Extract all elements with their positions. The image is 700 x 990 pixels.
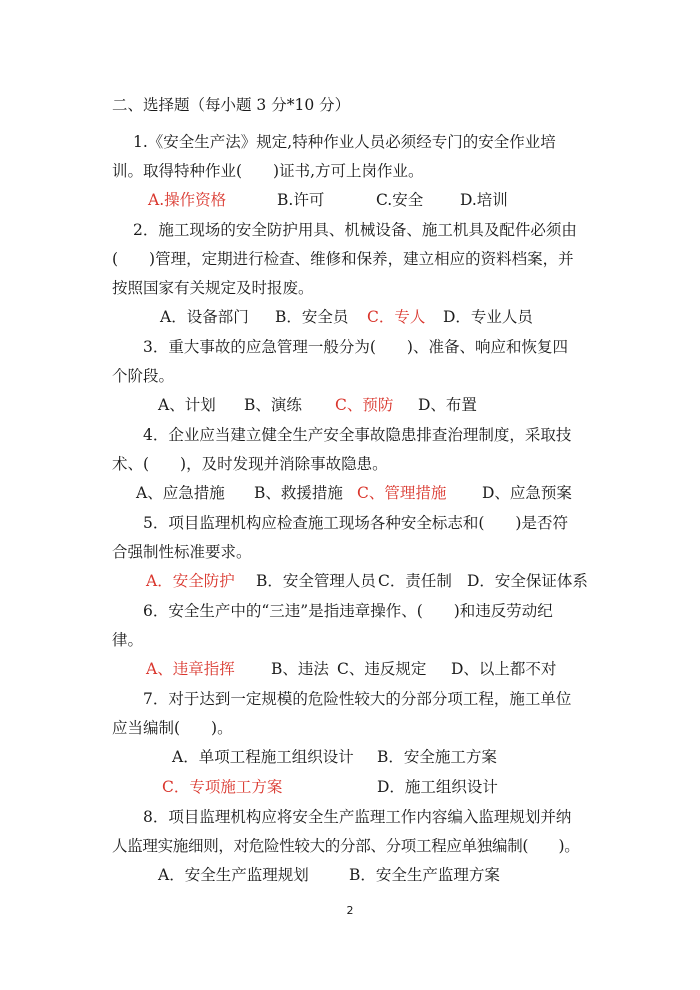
q6-line-1: 6．安全生产中的“三违”是指违章操作、( )和违反劳动纪 bbox=[143, 602, 553, 620]
q2-option-c: C．专人 bbox=[367, 308, 426, 326]
q2-option-d: D．专业人员 bbox=[443, 308, 533, 326]
q5-option-c: C．责任制 bbox=[378, 572, 452, 590]
q4-line-2: 术、( )，及时发现并消除事故隐患。 bbox=[112, 455, 388, 473]
q4-option-d: D、应急预案 bbox=[482, 484, 572, 502]
q6-option-d: D、以上都不对 bbox=[451, 660, 557, 678]
q5-option-d: D．安全保证体系 bbox=[467, 572, 588, 590]
q3-line-2: 个阶段。 bbox=[112, 367, 175, 385]
q4-option-c: C、管理措施 bbox=[357, 484, 447, 502]
q7-option-c: C．专项施工方案 bbox=[162, 778, 283, 796]
q8-line-2: 人监理实施细则，对危险性较大的分部、分项工程应单独编制( )。 bbox=[112, 837, 580, 855]
q5-line-2: 合强制性标准要求。 bbox=[112, 543, 252, 561]
section-title: 二、选择题（每小题 3 分*10 分） bbox=[112, 96, 351, 114]
q3-option-b: B、演练 bbox=[244, 396, 302, 414]
q2-line-1: 2．施工现场的安全防护用具、机械设备、施工机具及配件必须由 bbox=[133, 221, 577, 239]
q3-option-a: A、计划 bbox=[158, 396, 216, 414]
q4-option-b: B、救援措施 bbox=[254, 484, 343, 502]
q7-line-1: 7．对于达到一定规模的危险性较大的分部分项工程，施工单位 bbox=[143, 690, 572, 708]
q1-option-a: A.操作资格 bbox=[148, 191, 227, 209]
q7-option-b: B．安全施工方案 bbox=[377, 748, 497, 766]
q7-option-d: D．施工组织设计 bbox=[377, 778, 498, 796]
q6-option-a: A、违章指挥 bbox=[146, 660, 235, 678]
q6-line-2: 律。 bbox=[112, 631, 144, 649]
q8-option-a: A．安全生产监理规划 bbox=[158, 866, 309, 884]
q8-line-1: 8．项目监理机构应将安全生产监理工作内容编入监理规划并纳 bbox=[143, 808, 572, 826]
q4-line-1: 4．企业应当建立健全生产安全事故隐患排查治理制度，采取技 bbox=[143, 426, 572, 444]
q7-option-a: A．单项工程施工组织设计 bbox=[172, 748, 354, 766]
q3-line-1: 3．重大事故的应急管理一般分为( )、准备、响应和恢复四 bbox=[143, 338, 568, 356]
q3-option-d: D、布置 bbox=[418, 396, 477, 414]
q5-option-b: B．安全管理人员 bbox=[256, 572, 376, 590]
q6-option-b: B、违法 bbox=[271, 660, 329, 678]
q5-line-1: 5．项目监理机构应检查施工现场各种安全标志和( )是否符 bbox=[143, 514, 568, 532]
q1-line-2: 训。取得特种作业( )证书,方可上岗作业。 bbox=[112, 162, 424, 180]
q7-line-2: 应当编制( )。 bbox=[112, 719, 233, 737]
q4-option-a: A、应急措施 bbox=[136, 484, 225, 502]
page-number: 2 bbox=[346, 904, 354, 917]
q1-option-b: B.许可 bbox=[277, 191, 325, 209]
q5-option-a: A．安全防护 bbox=[146, 572, 235, 590]
q3-option-c: C、预防 bbox=[335, 396, 394, 414]
q8-option-b: B．安全生产监理方案 bbox=[349, 866, 500, 884]
q2-option-b: B．安全员 bbox=[275, 308, 349, 326]
q1-option-c: C.安全 bbox=[376, 191, 424, 209]
q2-line-2: ( )管理，定期进行检查、维修和保养，建立相应的资料档案，并 bbox=[112, 250, 574, 268]
q2-line-3: 按照国家有关规定及时报废。 bbox=[112, 279, 314, 297]
q6-option-c: C、违反规定 bbox=[337, 660, 427, 678]
q1-option-d: D.培训 bbox=[460, 191, 508, 209]
q1-line-1: 1.《安全生产法》规定,特种作业人员必须经专门的安全作业培 bbox=[133, 133, 556, 151]
q2-option-a: A．设备部门 bbox=[160, 308, 249, 326]
